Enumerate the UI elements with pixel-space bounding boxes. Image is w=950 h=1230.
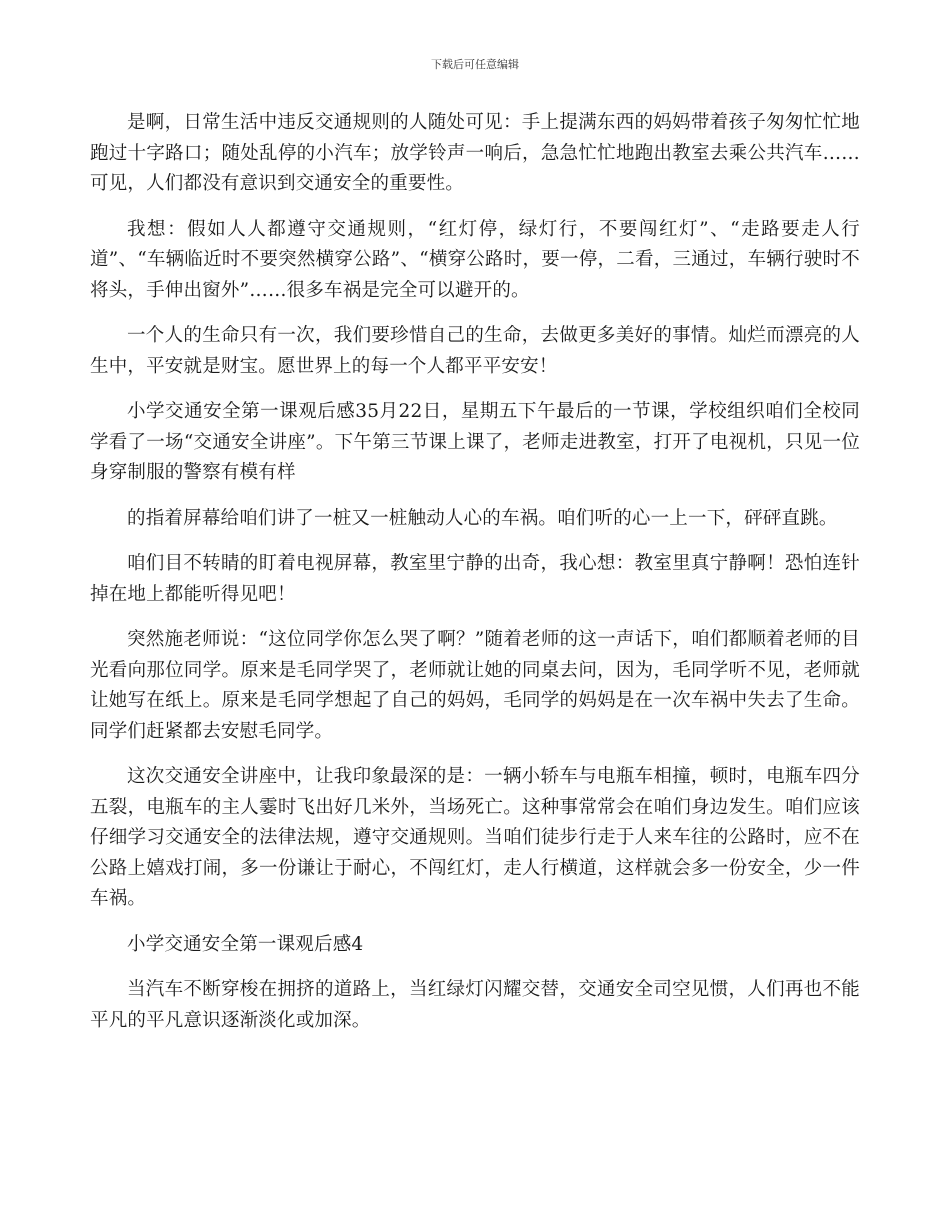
paragraph: 咱们目不转睛的盯着电视屏幕，教室里宁静的出奇，我心想：教室里真宁静啊！恐怕连针掉在地上都能听得见吧！ <box>90 553 860 605</box>
paragraph: 突然施老师说：“这位同学你怎么哭了啊？”随着老师的这一声话下，咱们都顺着老师的目光看向那位同学。原来是毛同学哭了，老师就让她的同桌去问，因为，毛同学听不见，老师就让她写在纸上。原来是毛同学想起了自己的妈妈，毛同学的妈妈是在一次车祸中失去了生命。同学们赶紧都去安慰毛同学。 <box>90 629 860 742</box>
paragraph: 小学交通安全第一课观后感35月22日，星期五下午最后的一节课，学校组织咱们全校同学看了一场“交通安全讲座”。下午第三节课上课了，老师走进教室，打开了电视机，只见一位身穿制服的警察有模有样 <box>90 401 860 483</box>
section-title: 小学交通安全第一课观后感4 <box>127 933 364 955</box>
paragraph: 是啊，日常生活中违反交通规则的人随处可见：手上提满东西的妈妈带着孩子匆匆忙忙地跑过十字路口；随处乱停的小汽车；放学铃声一响后，急急忙忙地跑出教室去乘公共汽车……可见，人们都没有意识到交通安全的重要性。 <box>90 112 860 194</box>
paragraph: 我想：假如人人都遵守交通规则，“红灯停，绿灯行，不要闯红灯”、“走路要走人行道”、“车辆临近时不要突然横穿公路”、“横穿公路时，要一停，二看，三通过，车辆行驶时不将头，手伸出窗外”……很多车祸是完全可以避开的。 <box>90 218 860 301</box>
paragraph: 的指着屏幕给咱们讲了一桩又一桩触动人心的车祸。咱们听的心一上一下，砰砰直跳。 <box>127 507 838 529</box>
document-body <box>90 108 860 1051</box>
page-header-note: 下载后可任意编辑 <box>431 58 519 71</box>
paragraph: 这次交通安全讲座中，让我印象最深的是：一辆小轿车与电瓶车相撞，顿时，电瓶车四分五裂，电瓶车的主人霎时飞出好几米外，当场死亡。这种事常常会在咱们身边发生。咱们应该仔细学习交通安全的法律法规，遵守交通规则。当咱们徒步行走于人来车往的公路时，应不在公路上嬉戏打闹，多一份谦让于耐心，不闯红灯，走人行横道，这样就会多一份安全，少一件车祸。 <box>90 766 860 909</box>
paragraph: 一个人的生命只有一次，我们要珍惜自己的生命，去做更多美好的事情。灿烂而漂亮的人生中，平安就是财宝。愿世界上的每一个人都平平安安！ <box>90 325 860 377</box>
paragraph: 当汽车不断穿梭在拥挤的道路上，当红绿灯闪耀交替，交通安全司空见惯，人们再也不能平凡的平凡意识逐渐淡化或加深。 <box>90 979 860 1031</box>
